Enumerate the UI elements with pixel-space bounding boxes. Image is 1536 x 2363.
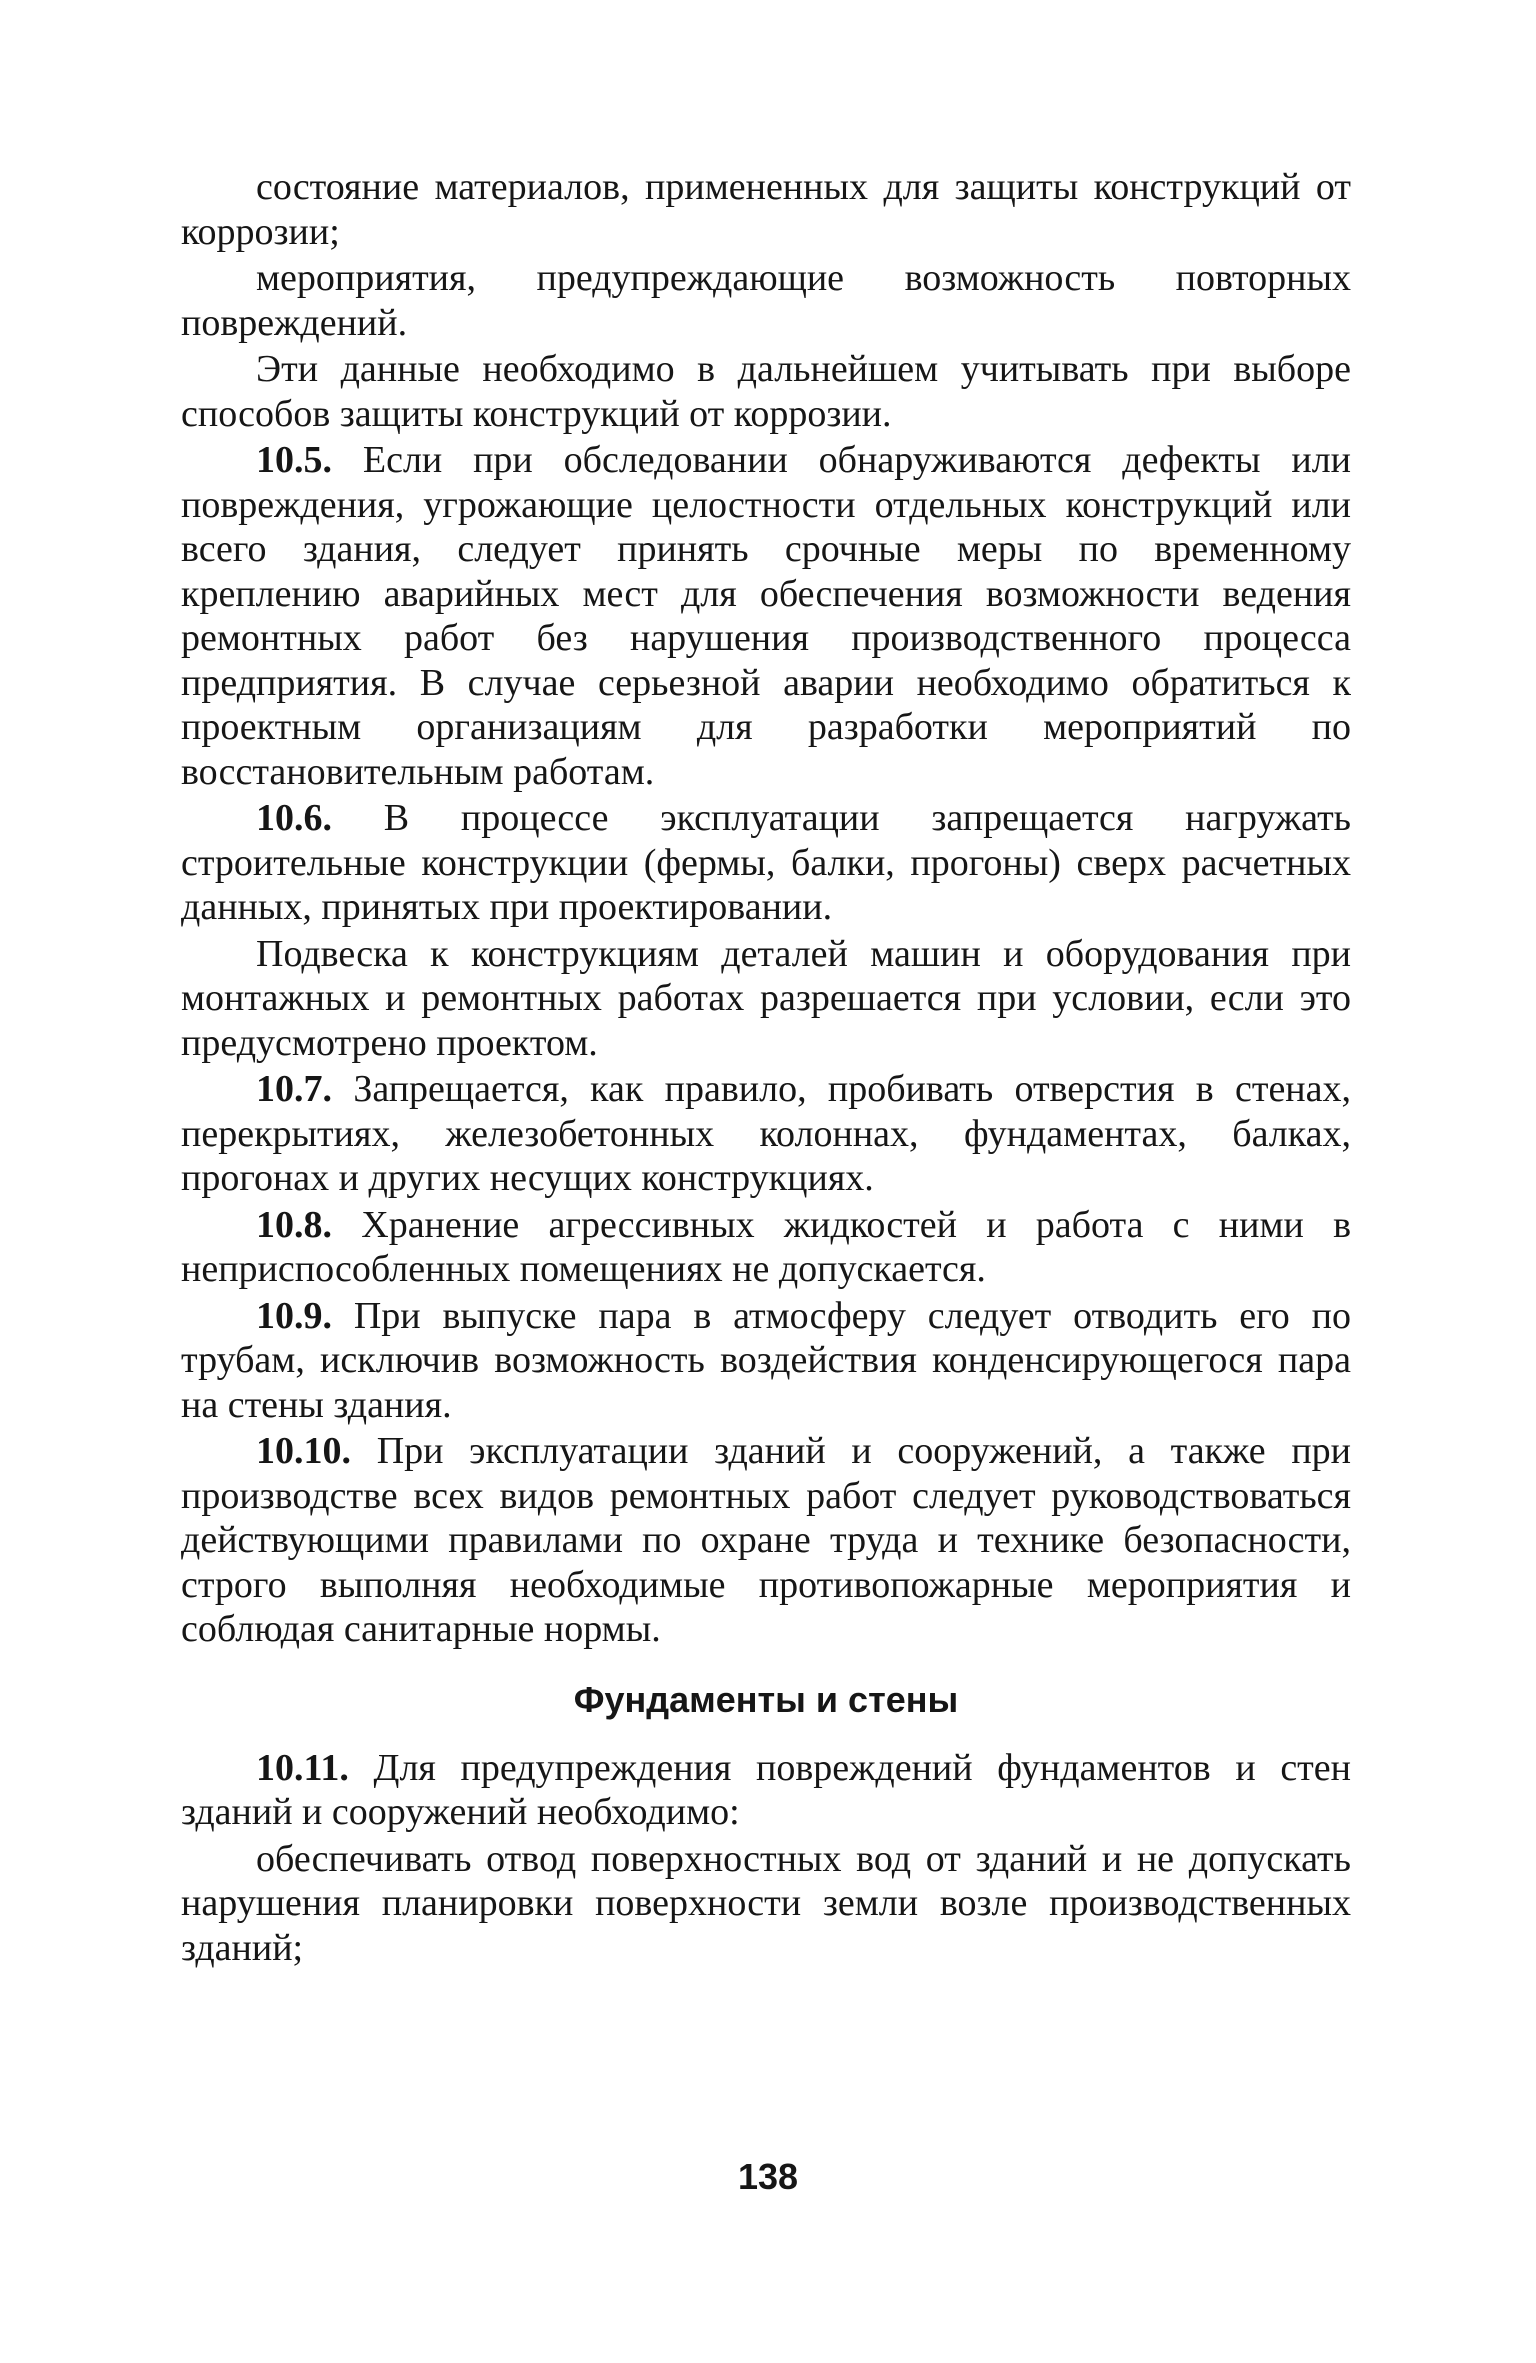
- clause-number: 10.9.: [256, 1294, 332, 1337]
- clause-number: 10.5.: [256, 439, 332, 481]
- clause-number: 10.8.: [256, 1203, 332, 1246]
- paragraph-text: состояние материалов, примененных для защиты конструкций от коррозии;: [181, 166, 1351, 253]
- section-heading: Фундаменты и стены: [573, 1678, 959, 1720]
- paragraph-text: При выпуске пара в атмосферу следует отводить его по трубам, исключив возможность воздействия конденсирующегося пара на стены здания.: [181, 1294, 1351, 1426]
- page-content: [181, 165, 1351, 1972]
- paragraph: [181, 1837, 1351, 1971]
- clause-number: 10.7.: [256, 1068, 332, 1110]
- paragraph-group-top: [181, 165, 1351, 1652]
- clause-number: 10.11.: [256, 1746, 349, 1789]
- paragraph-text: Эти данные необходимо в дальнейшем учитывать при выборе способов защиты конструкций от коррозии.: [181, 348, 1351, 435]
- clause-number: 10.6.: [256, 797, 332, 839]
- paragraph: [181, 347, 1351, 436]
- paragraph-text: Для предупреждения повреждений фундаментов и стен зданий и сооружений необходимо:: [181, 1746, 1351, 1833]
- paragraph: [181, 1746, 1351, 1835]
- paragraph-group-bottom: [181, 1746, 1351, 1971]
- paragraph-text: мероприятия, предупреждающие возможность повторных повреждений.: [181, 257, 1351, 344]
- paragraph: [181, 438, 1351, 794]
- paragraph: [181, 796, 1351, 930]
- paragraph-text: Запрещается, как правило, пробивать отверстия в стенах, перекрытиях, железобетонных колоннах, фундаментах, балках, прогонах и других несущих конструкциях.: [181, 1068, 1352, 1199]
- paragraph-text: Подвеска к конструкциям деталей машин и оборудования при монтажных и ремонтных работах разрешается при условии, если это предусмотрено проектом.: [181, 932, 1351, 1064]
- paragraph: [181, 1429, 1351, 1652]
- paragraph-text: обеспечивать отвод поверхностных вод от зданий и не допускать нарушения планировки поверхности земли возле производственных зданий;: [181, 1837, 1351, 1969]
- paragraph-text: В процессе эксплуатации запрещается нагружать строительные конструкции (фермы, балки, прогоны) сверх расчетных данных, принятых при проектировании.: [181, 797, 1352, 928]
- paragraph-text: При эксплуатации зданий и сооружений, а также при производстве всех видов ремонтных работ следует руководствоваться действующими правилами по охране труда и технике безопасности, строго выполняя необходимые противопожарные мероприятия и соблюдая санитарные нормы.: [181, 1430, 1351, 1650]
- page-number: 138: [737, 2156, 799, 2197]
- paragraph: [181, 1294, 1351, 1428]
- paragraph: [181, 1067, 1351, 1201]
- paragraph-text: Хранение агрессивных жидкостей и работа с ними в неприспособленных помещениях не допускается.: [181, 1203, 1352, 1290]
- clause-number: 10.10.: [256, 1430, 351, 1472]
- paragraph-text: Если при обследовании обнаруживаются дефекты или повреждения, угрожающие целостности отдельных конструкций или всего здания, следует принять срочные меры по временному креплению аварийных мест для обеспечения возможности ведения ремонтных работ без нарушения производственного процесса предприятия. В случае серьезной аварии необходимо обратиться к проектным организациям для разработки мероприятий по восстановительным работам.: [181, 439, 1351, 793]
- paragraph: [181, 256, 1351, 345]
- paragraph: [181, 932, 1351, 1066]
- paragraph: [181, 1203, 1351, 1292]
- paragraph: [181, 165, 1351, 254]
